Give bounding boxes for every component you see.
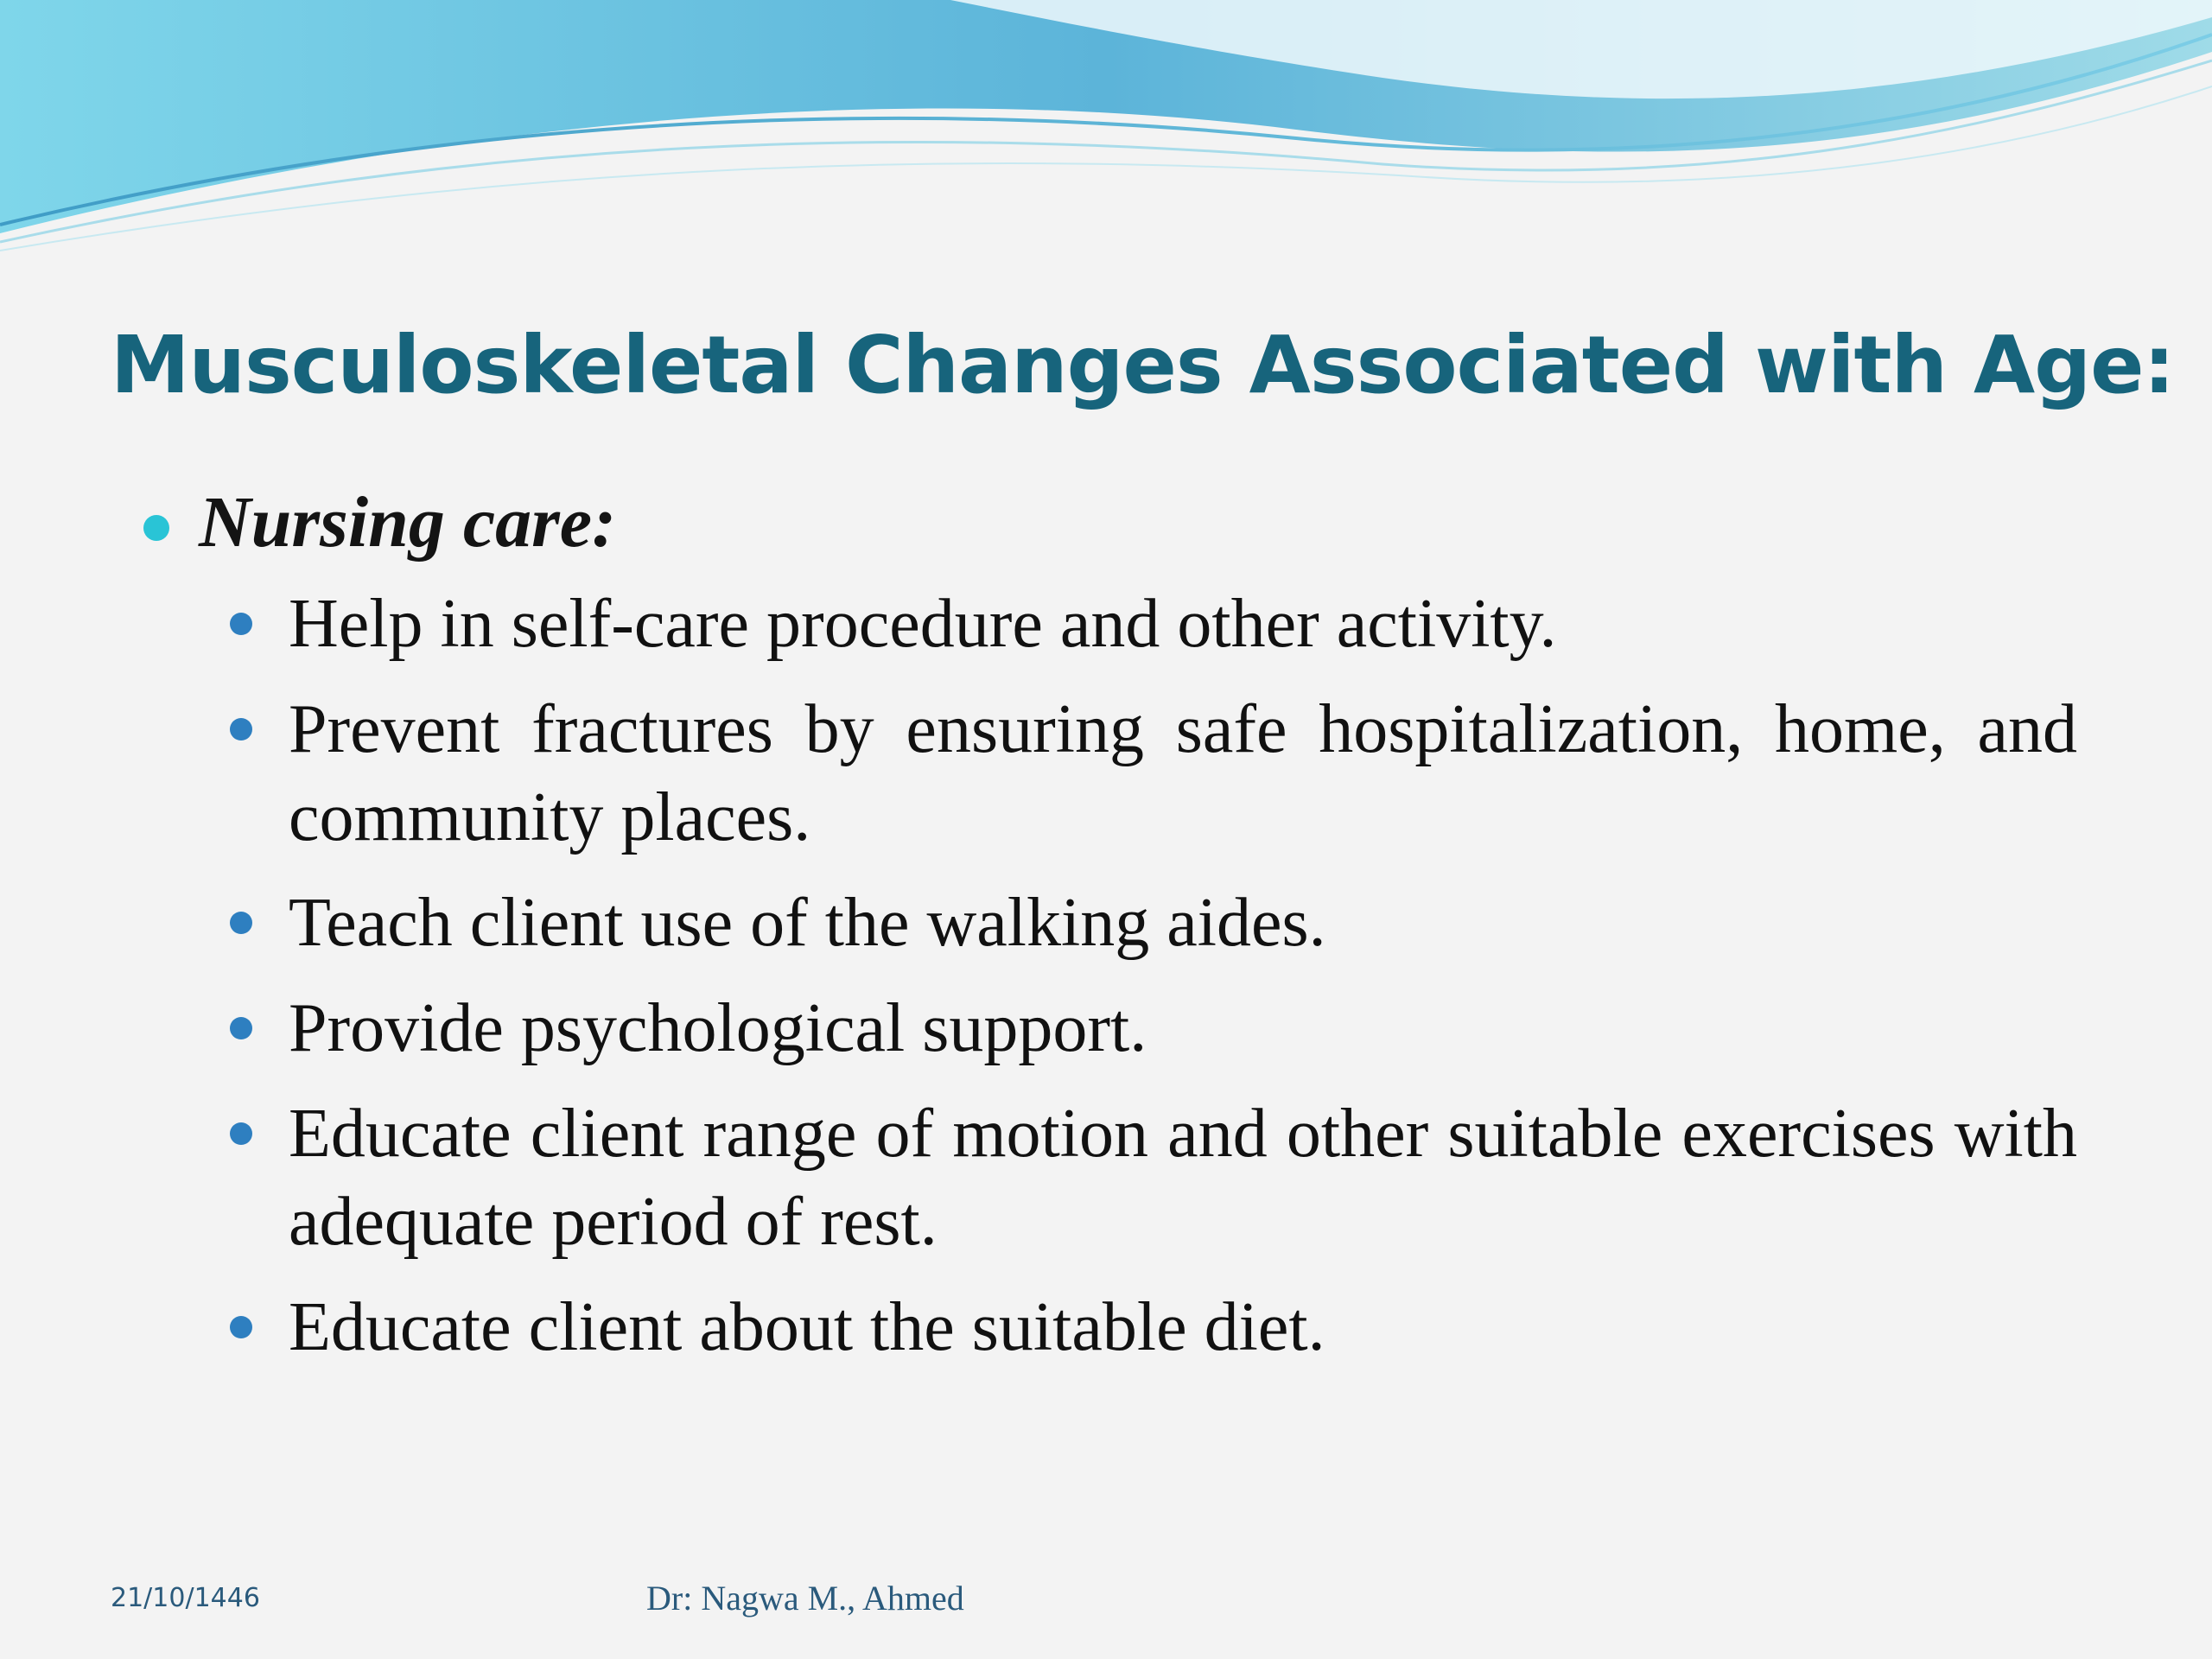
list-item: Prevent fractures by ensuring safe hospitalization, home, and community places. <box>289 685 2077 861</box>
bullet-icon <box>230 1316 252 1338</box>
bullet-icon <box>143 515 169 541</box>
bullet-icon <box>230 1017 252 1039</box>
list-item: Educate client range of motion and other suitable exercises with adequate period of rest. <box>289 1090 2077 1266</box>
section-heading-text: Nursing care: <box>199 482 617 563</box>
bullet-icon <box>230 718 252 741</box>
slide-title: Musculoskeletal Changes Associated with Age: <box>111 319 2175 411</box>
bullet-icon <box>230 1122 252 1145</box>
slide-content <box>138 475 2082 1389</box>
bullet-icon <box>230 912 252 934</box>
list-item: Help in self-care procedure and other activity. <box>289 580 2077 668</box>
section-heading <box>138 475 2082 569</box>
bullet-icon <box>230 613 252 635</box>
header-wave-decoration <box>0 0 2212 259</box>
list-item: Educate client about the suitable diet. <box>289 1283 2077 1371</box>
list-item: Teach client use of the walking aides. <box>289 879 2077 967</box>
nursing-care-list <box>138 580 2082 1371</box>
list-item: Provide psychological support. <box>289 984 2077 1072</box>
footer-author: Dr: Nagwa M., Ahmed <box>646 1579 964 1618</box>
footer-date: 21/10/1446 <box>111 1583 260 1613</box>
